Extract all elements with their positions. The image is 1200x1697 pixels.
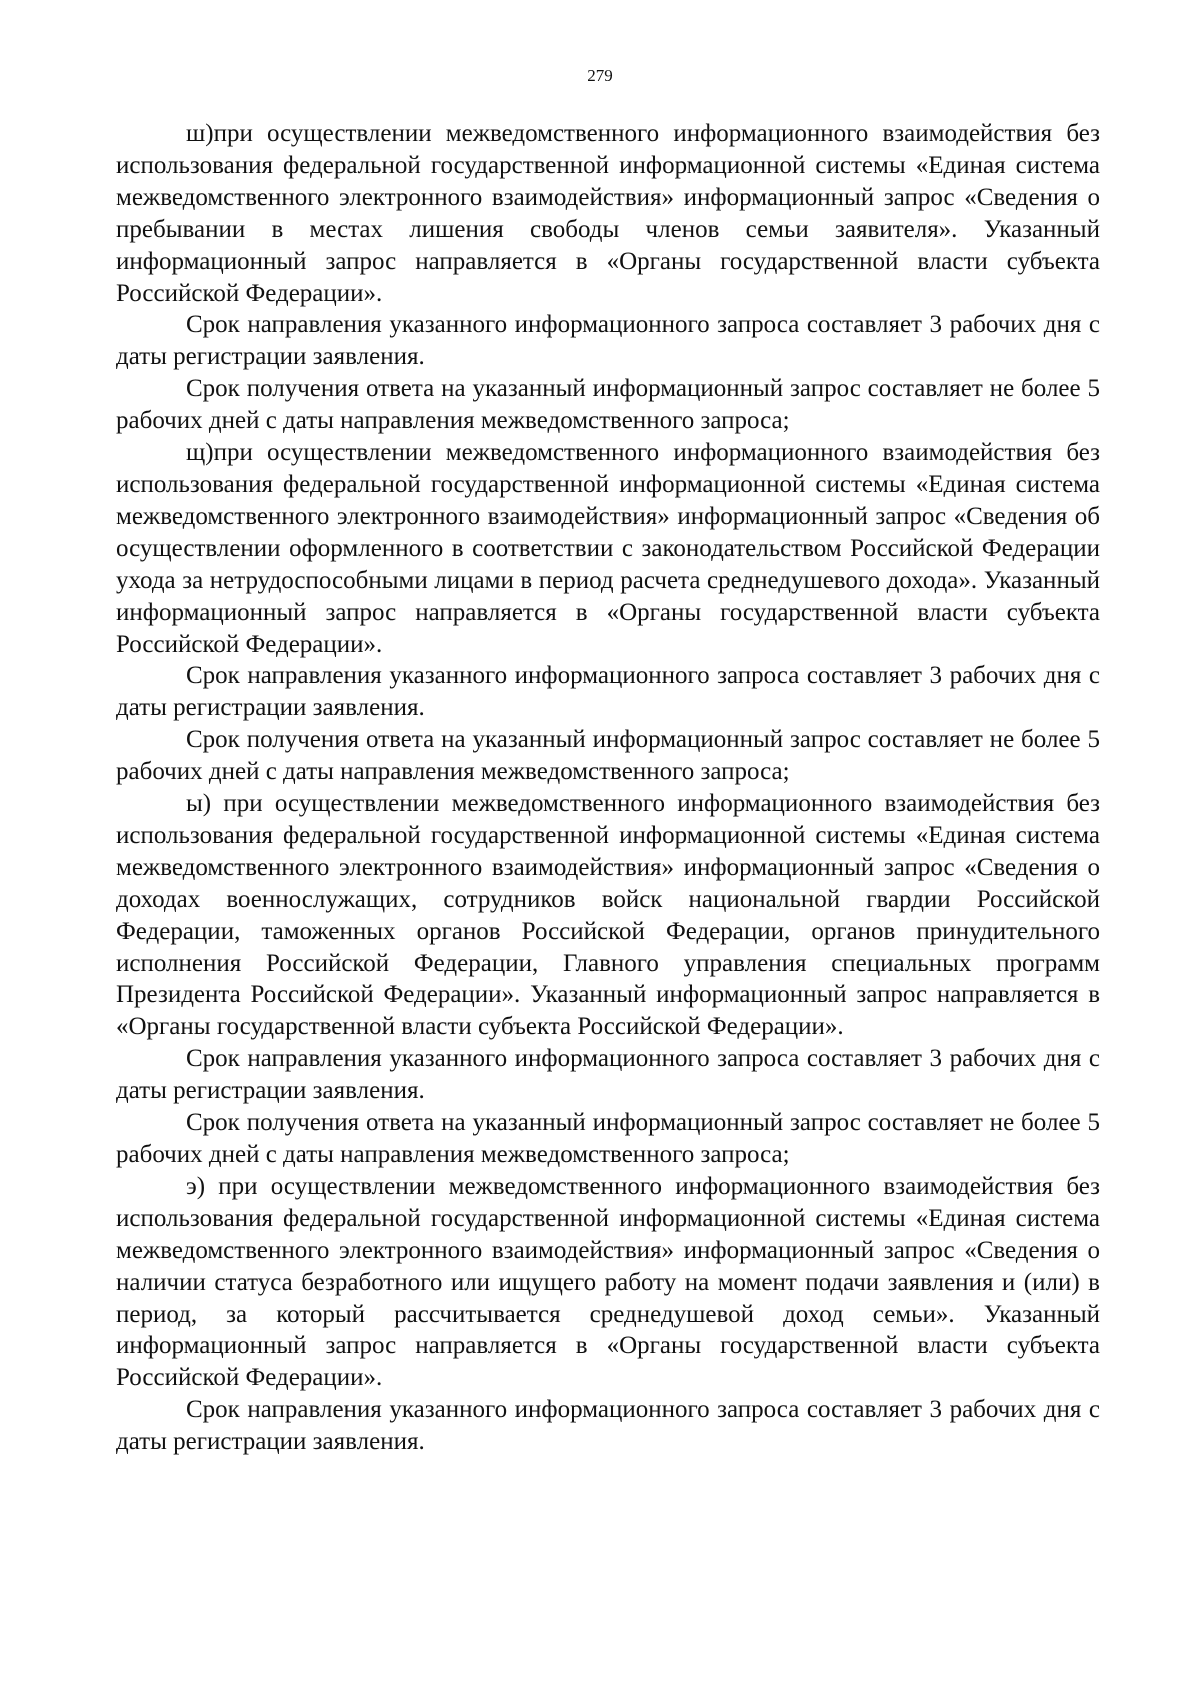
paragraph-deadline-response: Срок получения ответа на указанный информационный запрос составляет не более 5 рабочих дней с даты направления межведомственного запроса; — [116, 726, 1100, 786]
paragraph-deadline-send: Срок направления указанного информационного запроса составляет 3 рабочих дня с даты регистрации заявления. — [116, 662, 1100, 722]
document-body — [116, 118, 1100, 1458]
paragraph-deadline-response: Срок получения ответа на указанный информационный запрос составляет не более 5 рабочих дней с даты направления межведомственного запроса; — [116, 1109, 1100, 1168]
paragraph-deadline-send: Срок направления указанного информационного запроса составляет 3 рабочих дня с даты регистрации заявления. — [116, 1396, 1100, 1456]
paragraph-deadline-response: Срок получения ответа на указанный информационный запрос составляет не более 5 рабочих дней с даты направления межведомственного запроса; — [116, 375, 1100, 435]
paragraph-item-shch: щ)при осуществлении межведомственного информационного взаимодействия без использования федеральной государственной информационной системы «Единая система межведомственного электронного взаимодействия» информационный запрос «Сведения об осуществлении оформленного в соответствии с законодательством Российской Федерации ухода за нетрудоспособными лицами в период расчета среднедушевого дохода». Указанный информационный запрос направляется в «Органы государственной власти субъекта Российской Федерации». — [116, 439, 1100, 658]
paragraph-item-sh: ш)при осуществлении межведомственного информационного взаимодействия без использования федеральной государственной информационной системы «Единая система межведомственного электронного взаимодействия» информационный запрос «Сведения о пребывании в местах лишения свободы членов семьи заявителя». Указанный информационный запрос направляется в «Органы государственной власти субъекта Российской Федерации». — [116, 120, 1100, 307]
paragraph-deadline-send: Срок направления указанного информационного запроса составляет 3 рабочих дня с даты регистрации заявления. — [116, 1045, 1100, 1105]
page-number: 279 — [587, 66, 613, 85]
paragraph-item-y: ы) при осуществлении межведомственного информационного взаимодействия без использования федеральной государственной информационной системы «Единая система межведомственного электронного взаимодействия» информационный запрос «Сведения о доходах военнослужащих, сотрудников войск национальной гвардии Российской Федерации, таможенных органов Российской Федерации, органов принудительного исполнения Российской Федерации, Главного управления специальных программ Президента Российской Федерации». Указанный информационный запрос направляется в «Органы государственной власти субъекта Российской Федерации». — [116, 790, 1100, 1041]
paragraph-deadline-send: Срок направления указанного информационного запроса составляет 3 рабочих дня с даты регистрации заявления. — [116, 311, 1100, 371]
paragraph-item-e: э) при осуществлении межведомственного информационного взаимодействия без использования федеральной государственной информационной системы «Единая система межведомственного электронного взаимодействия» информационный запрос «Сведения о наличии статуса безработного или ищущего работу на момент подачи заявления и (или) в период, за который рассчитывается среднедушевой доход семьи». Указанный информационный запрос направляется в «Органы государственной власти субъекта Российской Федерации». — [116, 1172, 1100, 1392]
